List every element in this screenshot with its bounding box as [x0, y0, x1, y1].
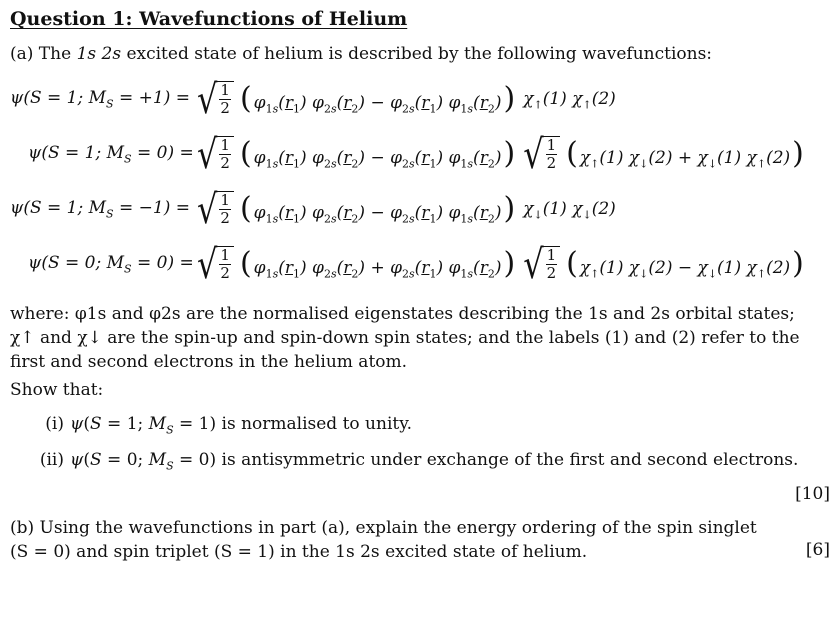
equation-lhs: ψ(S = 0; $M_S = 0$) =: [28, 253, 194, 276]
question-title: Question 1: Wavefunctions of Helium: [10, 8, 408, 30]
equation-rhs: [197, 239, 806, 289]
equation-triplet-minus: [10, 184, 832, 234]
task-item-ii: [10, 448, 832, 472]
spatial-part: ( $\varphi_{1s}(r_1) \varphi_{2s}(r_2) - \varphi_{2s}(r_1)$ $\varphi_{1s}(r_2)$): [239, 136, 516, 171]
equation-singlet: [10, 239, 832, 289]
equation-lhs: ψ(S = 1; $M_S = +1$) =: [10, 88, 190, 111]
equation-rhs: [197, 184, 616, 234]
where-text-line-3: first and second electrons in the helium atom.: [10, 352, 408, 372]
where-text-line-2: χ↑ and χ↓ are the spin-up and spin-down spin states; and the labels (1) and (2) refer to the: [10, 328, 800, 348]
show-that-label: Show that:: [10, 380, 104, 400]
where-text-line-1: where: φ1s and φ2s are the normalised eigenstates describing the 1s and 2s orbital states;: [10, 304, 795, 324]
sqrt-half: √ $\frac{1}{2}$: [197, 81, 234, 117]
mark-part-a: [10]: [795, 484, 830, 504]
sqrt-half: √ $\frac{1}{2}$: [523, 246, 560, 282]
sqrt-half: √ $\frac{1}{2}$: [523, 136, 560, 172]
part-b-line-2: (S = 0) and spin triplet (S = 1) in the 1s 2s excited state of helium.: [10, 542, 588, 562]
sqrt-half: √ $\frac{1}{2}$: [197, 191, 234, 227]
spatial-part: ( $\varphi_{1s}(r_1) \varphi_{2s}(r_2) - \varphi_{2s}(r_1)$ $\varphi_{1s}(r_2)$): [239, 81, 516, 116]
task-list: [10, 412, 832, 472]
equation-lhs: ψ(S = 1; $M_S = 0$) =: [28, 143, 194, 166]
task-label: (ii): [39, 450, 64, 470]
equation-triplet-plus: [10, 74, 832, 124]
mark-a-row: [10, 484, 832, 508]
spatial-part: ( $\varphi_{1s}(r_1) \varphi_{2s}(r_2) + \varphi_{2s}(r_1)$ $\varphi_{1s}(r_2)$): [239, 246, 516, 281]
part-b: [10, 516, 832, 564]
part-b-line-1: (b) Using the wavefunctions in part (a), explain the energy ordering of the spin singlet: [10, 518, 757, 538]
equation-rhs: [197, 129, 806, 179]
question-page: [10, 6, 832, 564]
task-item-i: [10, 412, 832, 436]
wavefunction-equations: [10, 74, 832, 292]
state-label: 1s 2s: [76, 44, 122, 64]
equation-rhs: [197, 74, 616, 124]
spatial-part: ( $\varphi_{1s}(r_1) \varphi_{2s}(r_2) - \varphi_{2s}(r_1)$ $\varphi_{1s}(r_2)$): [239, 191, 516, 226]
spin-part: $\chi_↑(1)$ $\chi_↑(2)$: [523, 89, 616, 112]
spin-part: $\chi_↓(1)$ $\chi_↓(2)$: [523, 199, 616, 222]
part-a-intro: (a) The 1s 2s excited state of helium is described by the following wavefunctions:: [10, 44, 713, 64]
mark-part-b: [6]: [805, 540, 830, 560]
spin-part: ( $\chi_↑(1) \chi_↓(2) - \chi_↓(1)$ $\chi_↑(2)$): [566, 246, 804, 281]
equation-lhs: ψ(S = 1; $M_S = -1$) =: [10, 198, 190, 221]
task-text: ψ(S = 1; $M_S = 1$) is normalised to unity.: [70, 414, 412, 437]
sqrt-half: √ $\frac{1}{2}$: [197, 136, 234, 172]
task-label: (i): [45, 414, 64, 434]
task-text: ψ(S = 0; $M_S = 0$) is antisymmetric under exchange of the first and second electrons.: [70, 450, 799, 473]
spin-part: ( $\chi_↑(1) \chi_↓(2) + \chi_↓(1)$ $\chi_↑(2)$): [566, 136, 804, 171]
sqrt-half: √ $\frac{1}{2}$: [197, 246, 234, 282]
equation-triplet-zero: [10, 129, 832, 179]
